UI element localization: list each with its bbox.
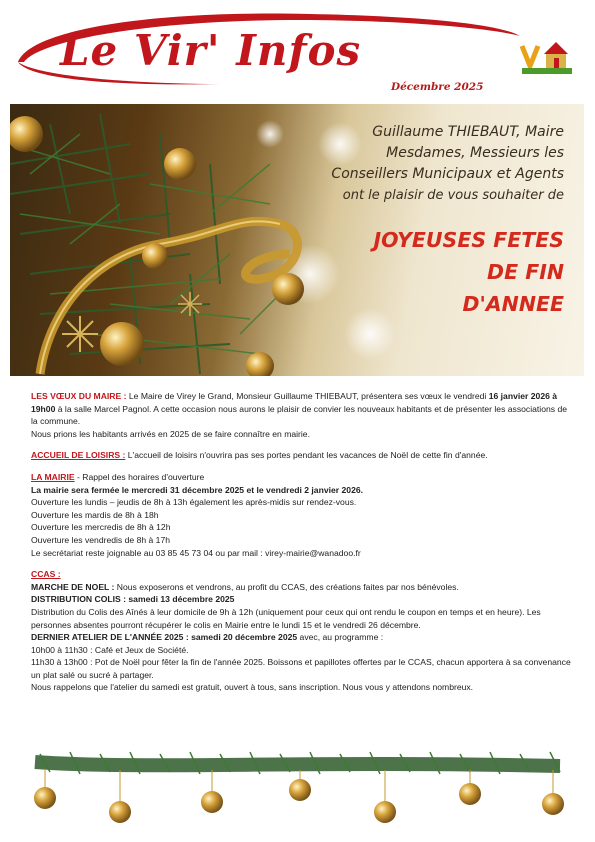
paragraph-text: Distribution du Colis des Aînés à leur domicile de 9h à 12h (uniquement pour ceux qui ont rendu le coupon en temps et en heure). Les personnes absentes pourront récupérer le colis en Mairie entre le lundi 15 et le vendredi 26 décembre. [31,606,541,630]
paragraph-text: L'accueil de loisirs n'ouvrira pas ses portes pendant les vacances de Noël de cette fin d'année. [125,450,488,461]
event-datetime: 16 janvier 2026 à 19h00 [31,391,558,414]
paragraph-text: Nous prions les habitants arrivés en 2025 de se faire connaître en mairie. [31,428,310,439]
greeting-line: Conseillers Municipaux et Agents [331,166,564,182]
paragraph-text: Le Maire de Virey le Grand, Monsieur Guillaume THIEBAUT, présentera ses vœux le vendredi [126,391,489,401]
contact-line: Le secrétariat reste joignable au 03 85 45 73 04 ou par mail : virey-mairie@wanadoo.fr [31,547,361,558]
section-heading: LA MAIRIE [31,471,75,482]
section-mairie [31,471,571,559]
closure-notice: La mairie sera fermée le mercredi 31 décembre 2025 et le vendredi 2 janvier 2026. [31,484,364,495]
ornament-ball [201,791,223,813]
section-heading: ACCUEIL DE LOISIRS : [31,450,126,461]
item-label: MARCHE DE NOEL : [31,581,115,592]
paragraph-text: à la salle Marcel Pagnol. A cette occasion nous aurons le plaisir de convier les nouveaux habitants et de présenter les associations de la commune. [31,403,568,427]
section-voeux [31,390,571,440]
program-line: 11h30 à 13h00 : Pot de Noël pour fêter la fin de l'année 2025. Boissons et papillotes offertes par le CCAS, chacun apportera à sa convenance un plat salé ou sucré à partager. [31,657,571,680]
section-subtitle: - Rappel des horaires d'ouverture [74,471,205,482]
hours-line: Ouverture les mardis de 8h à 18h [31,509,159,520]
christmas-banner [10,104,584,376]
newsletter-title: Le Vir' Infos [60,26,362,75]
ornament-ball [289,779,311,801]
greeting-line: ont le plaisir de vous souhaiter de [342,188,564,203]
item-label: DISTRIBUTION COLIS : samedi 13 décembre 2025 [31,594,235,605]
greeting-line: Mesdames, Messieurs les [386,145,564,161]
holiday-wishes [374,224,565,320]
greeting-line: Guillaume THIEBAUT, Maire [372,124,564,140]
village-logo [518,38,574,76]
paragraph-text: avec, au programme : [297,632,384,643]
hours-line: Ouverture les mercredis de 8h à 12h [31,522,171,533]
header [0,0,595,100]
ornament-ball [109,801,131,823]
paragraph-text: Nous exposerons et vendrons, au profit du CCAS, des créations faites par nos bénévoles. [114,581,459,592]
ornament-ball [374,801,396,823]
section-loisirs [31,449,571,462]
paragraph-text: Nous rappelons que l'atelier du samedi est gratuit, ouvert à tous, sans inscription. Nous vous y attendons nombreux. [31,682,474,693]
wishes-line: D'ANNEE [462,292,564,316]
ornament-ball [459,783,481,805]
program-line: 10h00 à 11h30 : Café et Jeux de Société. [31,644,189,655]
wishes-line: DE FIN [487,260,564,284]
greeting-text [284,122,564,206]
section-ccas [31,568,571,694]
section-heading: LES VŒUX DU MAIRE : [31,391,127,401]
newsletter-content [31,390,571,703]
section-heading: CCAS : [31,569,61,580]
issue-date: Décembre 2025 [391,81,484,93]
item-label: DERNIER ATELIER DE L'ANNÉE 2025 : samedi 20 décembre 2025 [31,632,298,643]
wishes-line: JOYEUSES FETES [373,228,564,252]
hours-line: Ouverture les lundis – jeudis de 8h à 13h également les après-midis sur rendez-vous. [31,497,357,508]
ornament-ball [34,787,56,809]
ornament-ball [542,793,564,815]
garland-decoration [0,740,595,842]
hours-line: Ouverture les vendredis de 8h à 17h [31,534,171,545]
